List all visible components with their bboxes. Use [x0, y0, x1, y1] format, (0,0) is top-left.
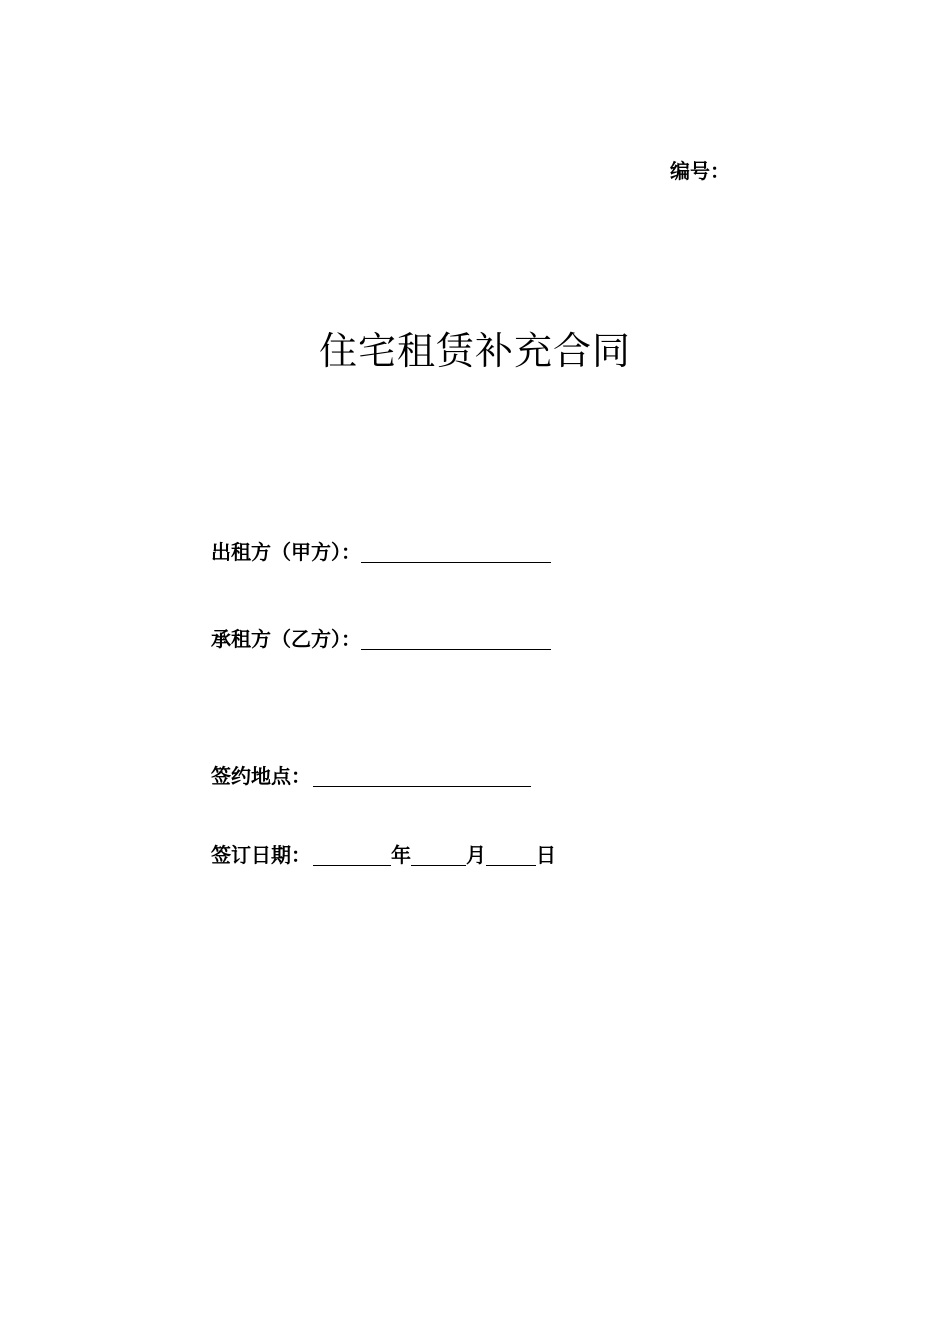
- lessor-label: 出租方（甲方）：: [211, 540, 361, 564]
- page-title: 住宅租赁补充合同: [318, 329, 631, 373]
- month-blank-line[interactable]: [411, 843, 466, 866]
- day-blank-line[interactable]: [486, 843, 536, 866]
- signing-place-field: [211, 762, 531, 790]
- day-unit: 日: [536, 843, 556, 867]
- lessee-blank-line[interactable]: [361, 627, 551, 650]
- lessee-field: [211, 625, 551, 653]
- lessor-blank-line[interactable]: [361, 540, 551, 563]
- year-unit: 年: [391, 843, 411, 867]
- signing-place-label: 签约地点：: [211, 764, 311, 788]
- lessee-label: 承租方（乙方）：: [211, 627, 361, 651]
- document-number-label: 编号：: [670, 159, 730, 183]
- lessor-field: [211, 538, 551, 566]
- month-unit: 月: [466, 843, 486, 867]
- year-blank-line[interactable]: [313, 843, 391, 866]
- signing-date-label: 签订日期：: [211, 843, 311, 867]
- signing-place-blank-line[interactable]: [313, 764, 531, 787]
- signing-date-field: [211, 841, 556, 869]
